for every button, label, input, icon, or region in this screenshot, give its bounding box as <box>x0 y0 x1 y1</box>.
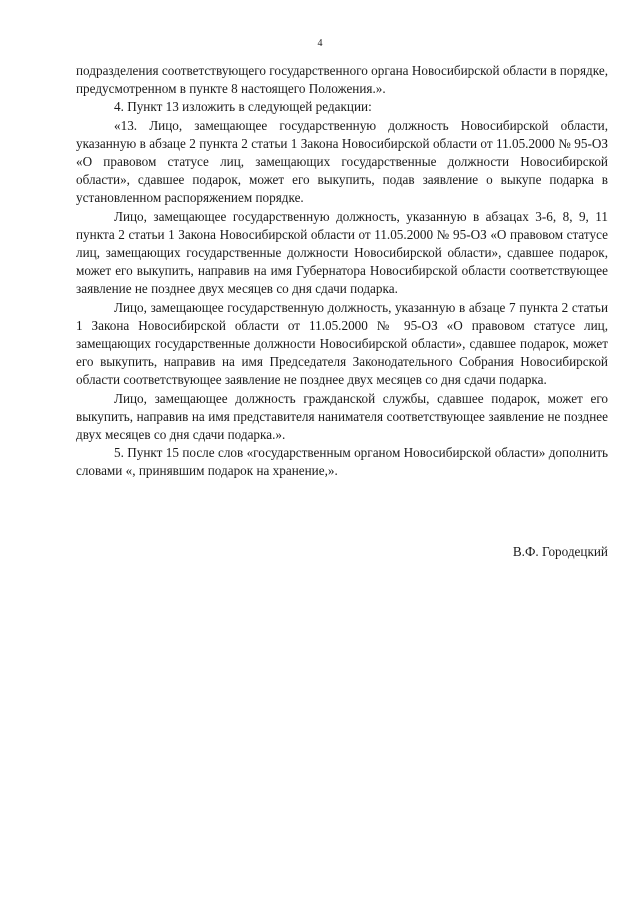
paragraph-continuation: подразделения соответствующего государственного органа Новосибирской области в порядке, предусмотренном в пункте 8 настоящего Положения.». <box>76 63 608 97</box>
paragraph-item-5: 5. Пункт 15 после слов «государственным органом Новосибирской области» дополнить словами «, принявшим подарок на хранение,». <box>76 445 608 479</box>
paragraph-item-4: 4. Пункт 13 изложить в следующей редакции: <box>114 99 372 115</box>
paragraph-governor-application: Лицо, замещающее государственную должность, указанную в абзацах 3-6, 8, 9, 11 пункта 2 статьи 1 Закона Новосибирской области от 11.05.2000 № 95-ОЗ «О правовом статусе лиц, замещающих государственные должности Новосибирской области», сдавшее подарок, может его выкупить, направив на имя Губернатора Новосибирской области соответствующее заявление не позднее двух месяцев со дня сдачи подарка. <box>76 208 608 297</box>
document-body <box>76 62 608 481</box>
signature-name: В.Ф. Городецкий <box>512 544 608 559</box>
page-number: 4 <box>317 38 323 49</box>
paragraph-civil-service: Лицо, замещающее должность гражданской службы, сдавшее подарок, может его выкупить, направив на имя представителя нанимателя соответствующее заявление не позднее двух месяцев со дня сдачи подарка.». <box>76 390 608 443</box>
paragraph-clause-13: «13. Лицо, замещающее государственную должность Новосибирской области, указанную в абзаце 2 пункта 2 статьи 1 Закона Новосибирской области от 11.05.2000 № 95-ОЗ «О правовом статусе лиц, замещающих государственные должности Новосибирской области», сдавшее подарок, может его выкупить, подав заявление о выкупе подарка в установленном распоряжением порядке. <box>76 117 608 206</box>
paragraph-assembly-chairman-application: Лицо, замещающее государственную должность, указанную в абзаце 7 пункта 2 статьи 1 Закона Новосибирской области от 11.05.2000 № 95-ОЗ «О правовом статусе лиц, замещающих государственные должности Новосибирской области», сдавшее подарок, может его выкупить, направив на имя Председателя Законодательного Собрания Новосибирской области соответствующее заявление не позднее двух месяцев со дня сдачи подарка. <box>76 299 608 388</box>
